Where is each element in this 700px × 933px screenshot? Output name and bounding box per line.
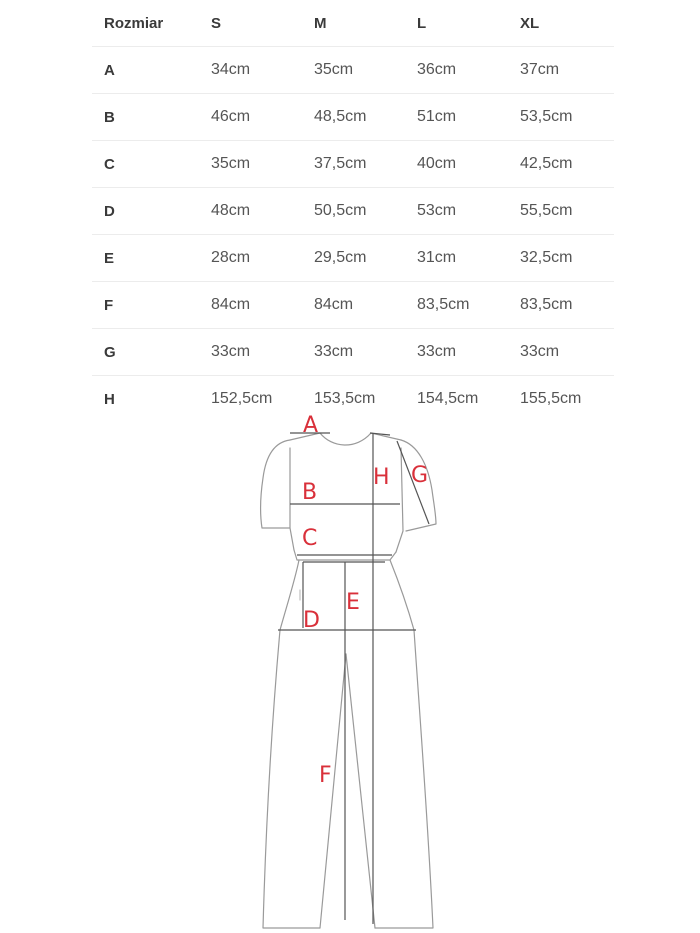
table-cell: 48,5cm bbox=[302, 94, 405, 141]
table-cell: 84cm bbox=[199, 282, 302, 329]
table-cell: 84cm bbox=[302, 282, 405, 329]
table-row bbox=[92, 47, 614, 94]
table-cell: 154,5cm bbox=[417, 390, 479, 407]
table-row bbox=[92, 282, 614, 329]
marker-f: F bbox=[319, 763, 332, 788]
table-cell: 28cm bbox=[199, 235, 302, 282]
table-cell: 35cm bbox=[199, 141, 302, 188]
row-label: G bbox=[92, 329, 199, 376]
marker-h: H bbox=[373, 465, 390, 490]
table-cell: 153,5cm bbox=[314, 390, 376, 407]
table-cell: 33cm bbox=[405, 329, 508, 376]
table-cell: 37cm bbox=[508, 47, 614, 94]
table-cell: 53,5cm bbox=[508, 94, 614, 141]
table-cell: 32,5cm bbox=[508, 235, 614, 282]
marker-a: A bbox=[303, 413, 319, 438]
table-row bbox=[92, 188, 614, 235]
table-cell: 33cm bbox=[302, 329, 405, 376]
row-label: B bbox=[92, 94, 199, 141]
table-cell: 83,5cm bbox=[508, 282, 614, 329]
table-cell: 37,5cm bbox=[302, 141, 405, 188]
table-cell: 35cm bbox=[302, 47, 405, 94]
table-cell: 55,5cm bbox=[508, 188, 614, 235]
table-cell: 152,5cm bbox=[211, 390, 273, 407]
table-cell: 50,5cm bbox=[302, 188, 405, 235]
table-cell: 83,5cm bbox=[405, 282, 508, 329]
table-cell: 42,5cm bbox=[508, 141, 614, 188]
jumpsuit-measurement-diagram bbox=[0, 405, 700, 933]
table-cell: 36cm bbox=[405, 47, 508, 94]
row-label: F bbox=[92, 282, 199, 329]
table-cell: 51cm bbox=[405, 94, 508, 141]
table-cell: 48cm bbox=[199, 188, 302, 235]
size-header-l: L bbox=[405, 0, 508, 47]
table-cell: 155,5cm bbox=[520, 390, 582, 407]
measurement-markers bbox=[302, 413, 428, 788]
table-cell: 33cm bbox=[199, 329, 302, 376]
row-label: E bbox=[92, 235, 199, 282]
row-label: C bbox=[92, 141, 199, 188]
table-row bbox=[92, 235, 614, 282]
marker-c: C bbox=[302, 526, 318, 551]
table-cell: 34cm bbox=[199, 47, 302, 94]
marker-e: E bbox=[346, 590, 360, 615]
size-chart-table bbox=[92, 0, 614, 422]
size-header-xl: XL bbox=[508, 0, 614, 47]
marker-d: D bbox=[303, 608, 320, 633]
size-header-row bbox=[92, 0, 614, 47]
table-row bbox=[92, 329, 614, 376]
measurement-lines bbox=[278, 433, 429, 924]
table-cell: 29,5cm bbox=[302, 235, 405, 282]
jumpsuit-outline bbox=[261, 433, 436, 928]
size-header-label: Rozmiar bbox=[92, 0, 199, 47]
marker-b: B bbox=[302, 480, 318, 505]
table-cell: 31cm bbox=[405, 235, 508, 282]
marker-g: G bbox=[411, 463, 429, 488]
row-label: D bbox=[92, 188, 199, 235]
row-label: A bbox=[92, 47, 199, 94]
table-cell: 40cm bbox=[405, 141, 508, 188]
table-row bbox=[92, 141, 614, 188]
table-cell: 33cm bbox=[508, 329, 614, 376]
table-cell: 46cm bbox=[199, 94, 302, 141]
row-label: H bbox=[104, 390, 115, 408]
size-header-s: S bbox=[199, 0, 302, 47]
table-cell: 53cm bbox=[405, 188, 508, 235]
table-row bbox=[92, 94, 614, 141]
size-header-m: M bbox=[302, 0, 405, 47]
